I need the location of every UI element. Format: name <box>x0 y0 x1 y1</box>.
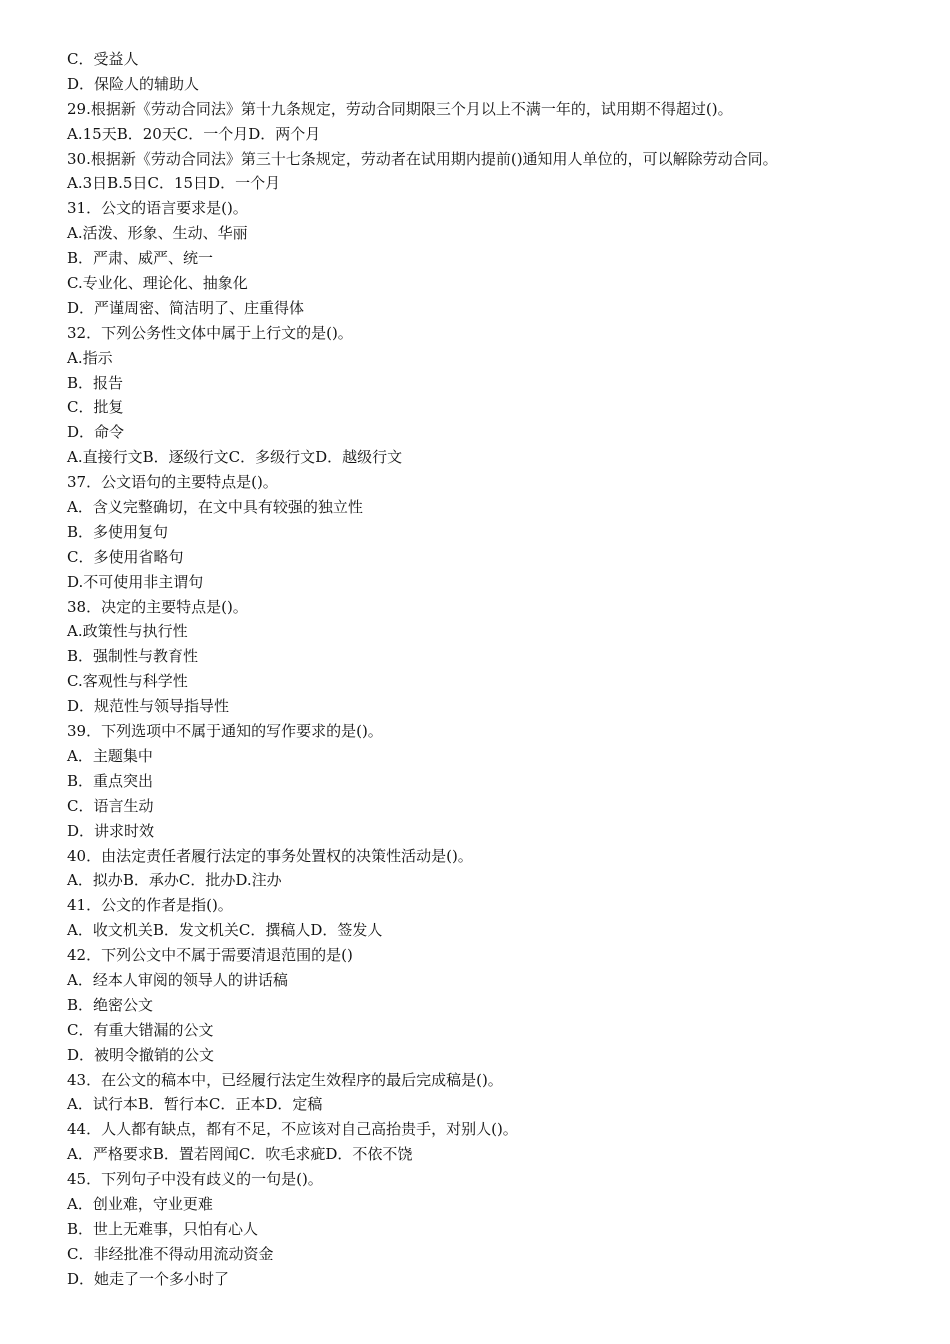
text-line: A．主题集中 <box>67 746 153 765</box>
text-line: B．绝密公文 <box>67 995 154 1014</box>
text-line: C.专业化、理论化、抽象化 <box>67 274 248 293</box>
text-line: A.15天B．20天C．一个月D．两个月 <box>67 124 321 143</box>
text-line: A．含义完整确切，在文中具有较强的独立性 <box>67 498 363 517</box>
text-line: A．试行本B．暂行本C．正本D．定稿 <box>67 1095 323 1114</box>
document-body <box>67 47 927 1292</box>
text-line: A．收文机关B．发文机关C．撰稿人D．签发人 <box>67 921 383 940</box>
question-43: 43．在公文的稿本中，已经履行法定生效程序的最后完成稿是()。 <box>67 1070 503 1089</box>
question-37: 37．公文语句的主要特点是()。 <box>67 473 278 492</box>
text-line: B．重点突出 <box>67 771 154 790</box>
text-line: D．命令 <box>67 423 125 442</box>
text-line: D．讲求时效 <box>67 821 155 840</box>
text-line: C．语言生动 <box>67 796 154 815</box>
question-45: 45．下列句子中没有歧义的一句是()。 <box>67 1170 323 1189</box>
text-line: B．强制性与教育性 <box>67 647 199 666</box>
text-line: D．她走了一个多小时了 <box>67 1269 230 1288</box>
text-line: A.活泼、形象、生动、华丽 <box>67 224 248 243</box>
question-41: 41．公文的作者是指()。 <box>67 896 233 915</box>
question-38: 38．决定的主要特点是()。 <box>67 597 248 616</box>
text-line: C．有重大错漏的公文 <box>67 1020 214 1039</box>
text-line: B．世上无难事，只怕有心人 <box>67 1219 259 1238</box>
question-31: 31．公文的语言要求是()。 <box>67 199 248 218</box>
text-line: D.不可使用非主谓句 <box>67 572 204 591</box>
question-39: 39．下列选项中不属于通知的写作要求的是()。 <box>67 722 383 741</box>
question-29: 29.根据新《劳动合同法》第十九条规定，劳动合同期限三个月以上不满一年的，试用期不得超过()。 <box>67 99 733 118</box>
question-32: 32．下列公务性文体中属于上行文的是()。 <box>67 323 353 342</box>
text-line: C．多使用省略句 <box>67 547 184 566</box>
question-30: 30.根据新《劳动合同法》第三十七条规定，劳动者在试用期内提前()通知用人单位的，可以解除劳动合同。 <box>67 149 778 168</box>
text-line: B．报告 <box>67 373 124 392</box>
text-line: C．非经批准不得动用流动资金 <box>67 1244 274 1263</box>
text-line: B．多使用复句 <box>67 522 169 541</box>
text-line: D．被明令撤销的公文 <box>67 1045 215 1064</box>
text-line: C.客观性与科学性 <box>67 672 188 691</box>
question-40: 40．由法定责任者履行法定的事务处置权的决策性活动是()。 <box>67 846 473 865</box>
text-line: B．严肃、威严、统一 <box>67 249 214 268</box>
text-line: A.指示 <box>67 348 113 367</box>
text-line: C．受益人 <box>67 50 139 68</box>
text-line: C．批复 <box>67 398 124 417</box>
text-line: A．拟办B．承办C．批办D.注办 <box>67 871 282 890</box>
question-44: 44．人人都有缺点，都有不足，不应该对自己高抬贵手，对别人()。 <box>67 1120 518 1139</box>
text-line: A．创业难，守业更难 <box>67 1194 213 1213</box>
text-line: D．规范性与领导指导性 <box>67 697 230 716</box>
text-line: D．严谨周密、简洁明了、庄重得体 <box>67 298 305 317</box>
text-line: A．严格要求B．置若罔闻C．吹毛求疵D．不依不饶 <box>67 1145 413 1164</box>
text-line: A.直接行文B．逐级行文C．多级行文D．越级行文 <box>67 448 403 467</box>
text-line: A.政策性与执行性 <box>67 622 188 641</box>
text-line: A.3日B.5日C．15日D．一个月 <box>67 174 281 193</box>
text-line: A．经本人审阅的领导人的讲话稿 <box>67 970 288 989</box>
text-line: D．保险人的辅助人 <box>67 74 200 93</box>
question-42: 42．下列公文中不属于需要清退范围的是() <box>67 946 353 965</box>
